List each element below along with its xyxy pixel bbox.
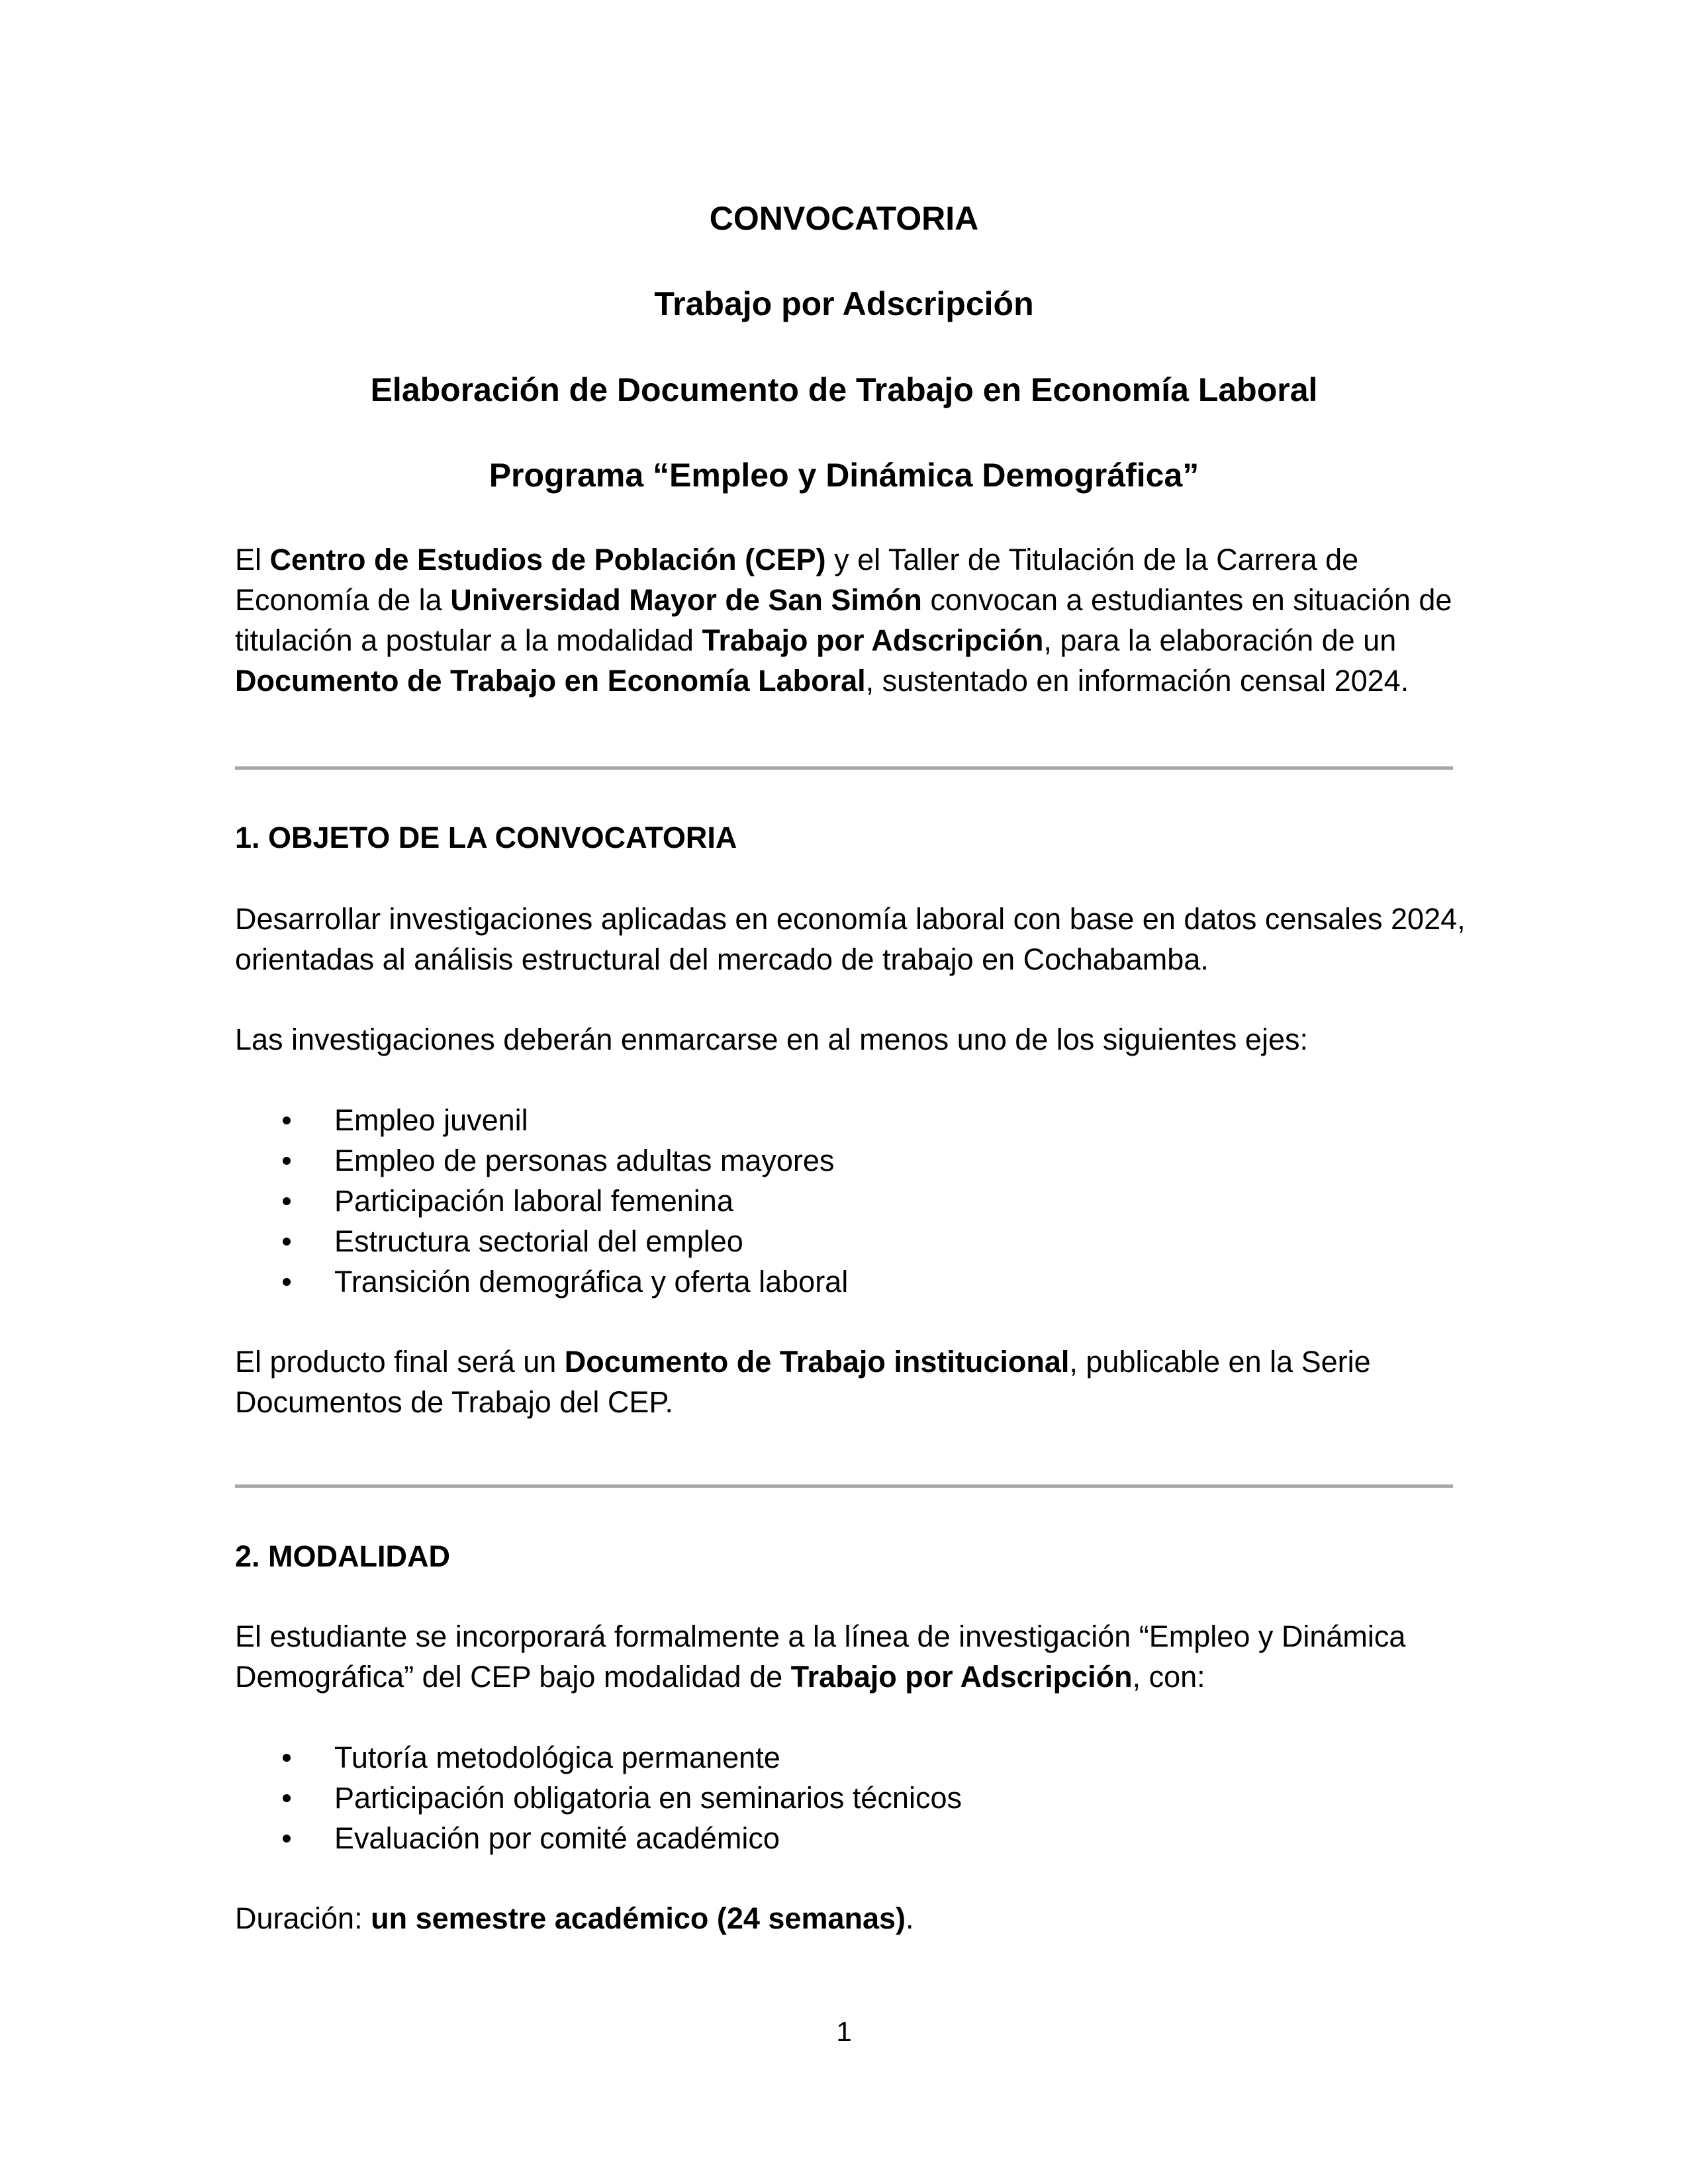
bullet-icon: [283, 1835, 291, 1843]
list-item: Empleo de personas adultas mayores: [235, 1140, 1466, 1181]
bullet-icon: [283, 1197, 291, 1205]
list-item: Participación obligatoria en seminarios técnicos: [235, 1778, 1466, 1818]
intro-paragraph: [235, 539, 1466, 701]
bullet-icon: [283, 1238, 291, 1246]
section-1-heading: 1. OBJETO DE LA CONVOCATORIA: [235, 821, 737, 854]
bullet-icon: [283, 1116, 291, 1124]
document-heading: CONVOCATORIA: [709, 200, 979, 237]
page-number: 1: [836, 2016, 852, 2047]
intro-bold-university: Universidad Mayor de San Simón: [450, 583, 922, 617]
section-divider: [235, 1484, 1453, 1488]
program-title: Programa “Empleo y Dinámica Demográfica”: [489, 457, 1199, 494]
section-divider: [235, 766, 1453, 770]
duration-line: Duración: un semestre académico (24 semanas).: [235, 1901, 914, 1935]
axes-list: [235, 1100, 1466, 1302]
intro-text-3: convocan a estudiantes en situación de titulación a postular a la modalidad: [235, 583, 1452, 657]
intro-text-1: El: [235, 543, 270, 576]
bullet-icon: [283, 1278, 291, 1286]
intro-text-5: , sustentado en información censal 2024.: [865, 664, 1409, 698]
section-1-paragraph: Desarrollar investigaciones aplicadas en economía laboral con base en datos censales 2024, orientadas al análisis estructural del mercado de trabajo en Cochabamba.: [235, 902, 1466, 976]
intro-bold-cep: Centro de Estudios de Población (CEP): [269, 543, 826, 576]
section-1-axes-intro: Las investigaciones deberán enmarcarse en al menos uno de los siguientes ejes:: [235, 1023, 1308, 1056]
list-item: Participación laboral femenina: [235, 1181, 1466, 1221]
modality-list: [235, 1737, 1466, 1858]
intro-bold-modality: Trabajo por Adscripción: [702, 623, 1044, 657]
bullet-icon: [283, 1157, 291, 1165]
list-item: Evaluación por comité académico: [235, 1818, 1466, 1858]
list-item: Transición demográfica y oferta laboral: [235, 1261, 1466, 1302]
section-2-paragraph: El estudiante se incorporará formalmente a la línea de investigación “Empleo y Dinámica Demográfica” del CEP bajo modalidad de Trabajo por Adscripción, con:: [235, 1619, 1406, 1694]
intro-text-4: , para la elaboración de un: [1043, 623, 1397, 657]
section-2-heading: 2. MODALIDAD: [235, 1539, 450, 1573]
section-1-product-paragraph: El producto final será un Documento de Trabajo institucional, publicable en la Serie Documentos de Trabajo del CEP.: [235, 1345, 1371, 1419]
list-item: Empleo juvenil: [235, 1100, 1466, 1140]
list-item: Estructura sectorial del empleo: [235, 1221, 1466, 1261]
duration-bold: un semestre académico (24 semanas): [371, 1901, 906, 1935]
list-item: Tutoría metodológica permanente: [235, 1737, 1466, 1778]
bullet-icon: [283, 1794, 291, 1802]
document-subtitle: Trabajo por Adscripción: [654, 285, 1034, 322]
modality-bold: Trabajo por Adscripción: [790, 1660, 1133, 1694]
intro-bold-document: Documento de Trabajo en Economía Laboral: [235, 664, 866, 698]
bullet-icon: [283, 1754, 291, 1762]
product-bold: Documento de Trabajo institucional: [564, 1345, 1070, 1379]
intro-text-2: y el Taller de Titulación de la Carrera de Economía de la: [235, 543, 1359, 617]
document-title: Elaboración de Documento de Trabajo en Economía Laboral: [370, 371, 1318, 408]
